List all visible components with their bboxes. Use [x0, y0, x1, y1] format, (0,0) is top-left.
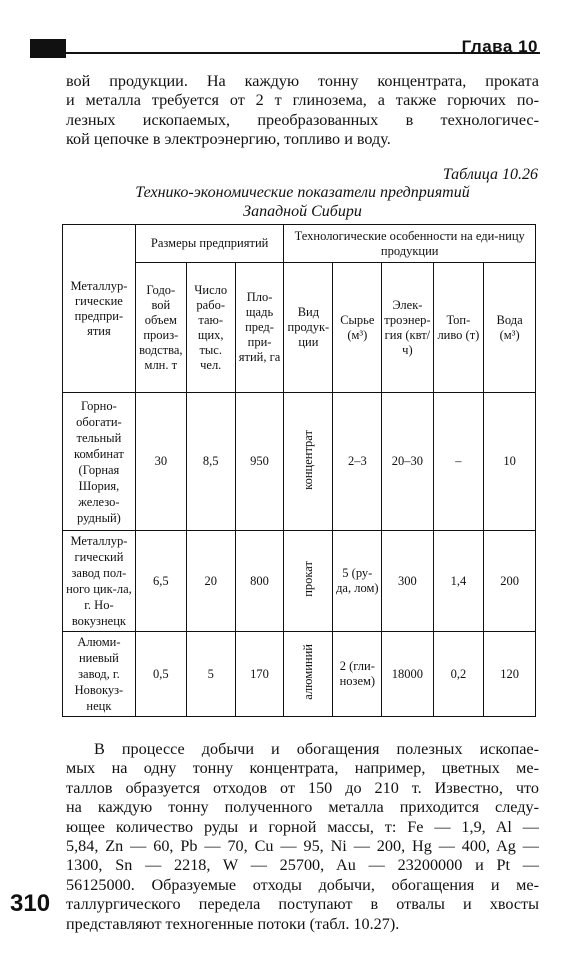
- cell-fuel: 0,2: [433, 632, 484, 717]
- text-line: 56125000. Образуемые отходы добычи, обогащения и ме-: [66, 875, 539, 894]
- cell-enterprise: Алюми-ниевый завод, г. Новокуз-нецк: [63, 632, 136, 717]
- col-header-fuel: Топ-ливо (т): [433, 263, 484, 393]
- intro-paragraph: [66, 72, 539, 150]
- group-header-tech: Технологические особенности на еди-ницу продукции: [284, 225, 536, 263]
- col-header-power: Элек-троэнер-гия (квт/ч): [382, 263, 433, 393]
- cell-volume: 6,5: [135, 531, 186, 632]
- col-header-water: Вода (м³): [484, 263, 536, 393]
- text-line: таллургического передела поступают в отвалы и хвосты: [66, 895, 539, 914]
- col-header-workers: Число рабо-таю-щих, тыс. чел.: [186, 263, 235, 393]
- cell-area: 800: [235, 531, 284, 632]
- body-paragraph: [66, 740, 539, 934]
- table-row: [63, 393, 536, 531]
- text-line: мых на одну тонну концентрата, например, цветных ме-: [66, 759, 539, 778]
- cell-water: 200: [484, 531, 536, 632]
- cell-raw: 5 (ру-да, лом): [333, 531, 382, 632]
- cell-raw: 2–3: [333, 393, 382, 531]
- table-title-line: Западной Сибири: [243, 203, 362, 220]
- col-header-product: Вид продук-ции: [284, 263, 333, 393]
- cell-area: 170: [235, 632, 284, 717]
- text-line: на каждую тонну полученного металла приходится следу-: [66, 798, 539, 817]
- cell-power: 18000: [382, 632, 433, 717]
- col-header-raw: Сырье (м³): [333, 263, 382, 393]
- product-label: алюминий: [300, 644, 315, 700]
- col-header-enterprise: Металлур-гические предпри-ятия: [63, 225, 136, 393]
- cell-fuel: –: [433, 393, 484, 531]
- text-line: ющее количество руды и горной массы, т: Fe — 1,9, Al —: [66, 817, 539, 836]
- chapter-title: Глава 10: [461, 37, 538, 56]
- cell-raw: 2 (гли-нозем): [333, 632, 382, 717]
- cell-water: 10: [484, 393, 536, 531]
- text-line: представляют техногенные потоки (табл. 10.27).: [66, 914, 400, 933]
- cell-enterprise: Металлур-гический завод пол-ного цик-ла, г. Но-вокузнецк: [63, 531, 136, 632]
- table-number: Таблица 10.26: [442, 166, 538, 183]
- table-row: [63, 531, 536, 632]
- text-line: таллов образуется отходов от 150 до 210 т. Известно, что: [66, 778, 539, 797]
- page-number: 310: [10, 890, 51, 917]
- cell-product: [284, 393, 333, 531]
- group-header-sizes: Размеры предприятий: [135, 225, 284, 263]
- cell-product: [284, 632, 333, 717]
- cell-volume: 30: [135, 393, 186, 531]
- cell-water: 120: [484, 632, 536, 717]
- header-black-bar: [30, 39, 66, 58]
- product-label: концентрат: [300, 429, 315, 490]
- col-header-volume: Годо-вой объем произ-водства, млн. т: [135, 263, 186, 393]
- table-title-line: Технико-экономические показатели предприятий: [135, 184, 470, 201]
- text-line: и металла требуется от 2 т глинозема, а также горючих по-: [66, 91, 539, 110]
- cell-power: 300: [382, 531, 433, 632]
- col-header-area: Пло-щадь пред-при-ятий, га: [235, 263, 284, 393]
- text-line: В процессе добычи и обогащения полезных ископае-: [94, 740, 539, 758]
- data-table: [62, 224, 536, 717]
- cell-fuel: 1,4: [433, 531, 484, 632]
- cell-area: 950: [235, 393, 284, 531]
- text-line: лезных ископаемых, преобразованных в технологичес-: [66, 110, 539, 129]
- cell-volume: 0,5: [135, 632, 186, 717]
- table-title: [66, 183, 539, 221]
- cell-enterprise: Горно-обогати-тельный комбинат (Горная Шория, железо-рудный): [63, 393, 136, 531]
- table-row: [63, 632, 536, 717]
- text-line: вой продукции. На каждую тонну концентрата, проката: [66, 72, 539, 90]
- product-label: прокат: [300, 561, 315, 597]
- cell-power: 20–30: [382, 393, 433, 531]
- text-line: кой цепочке в электроэнергию, топливо и воду.: [66, 130, 391, 149]
- cell-product: [284, 531, 333, 632]
- cell-workers: 20: [186, 531, 235, 632]
- cell-workers: 5: [186, 632, 235, 717]
- text-line: 5,84, Zn — 60, Pb — 70, Cu — 95, Ni — 200, Hg — 400, Ag —: [66, 837, 539, 856]
- cell-workers: 8,5: [186, 393, 235, 531]
- text-line: 1300, Sn — 2218, W — 25700, Au — 23200000 и Pt —: [66, 856, 539, 875]
